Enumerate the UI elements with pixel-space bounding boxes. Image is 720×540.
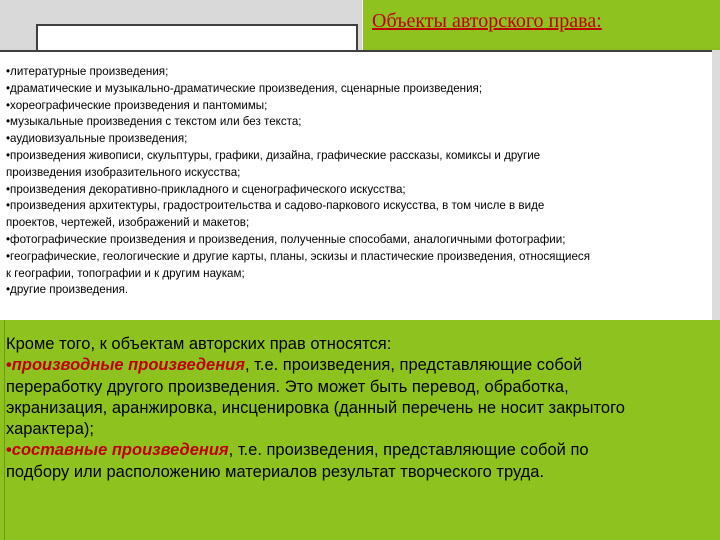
list-item: проектов, чертежей, изображений и макетов; xyxy=(6,216,250,230)
list-item: •фотографические произведения и произведения, полученные способами, аналогичными фотографии; xyxy=(6,232,566,246)
compound-works-term: составные произведения xyxy=(11,441,229,460)
text-line: подбору или расположению материалов результат творческого труда. xyxy=(6,462,545,481)
works-list xyxy=(6,64,712,299)
title-block-divider xyxy=(362,0,363,50)
intro-line: Кроме того, к объектам авторских прав относятся: xyxy=(6,335,392,353)
list-item: произведения изобразительного искусства; xyxy=(6,165,241,179)
list-item: •хореографические произведения и пантомимы; xyxy=(6,98,268,112)
derivative-works-term: производные произведения xyxy=(11,356,245,375)
derivative-works-line xyxy=(6,355,710,376)
text-line: переработку другого произведения. Это может быть перевод, обработка, xyxy=(6,377,569,396)
derivative-works-desc: , т.е. произведения, представляющие собой xyxy=(244,356,583,375)
works-list-panel xyxy=(0,50,720,320)
panel-top-border xyxy=(0,50,720,52)
list-item: к географии, топографии и к другим наукам; xyxy=(6,266,245,280)
list-item: •произведения живописи, скульптуры, графики, дизайна, графические рассказы, комиксы и другие xyxy=(6,148,541,162)
panel-inner-border xyxy=(4,320,5,540)
side-strip xyxy=(712,50,720,320)
list-item: •аудиовизуальные произведения; xyxy=(6,132,188,146)
text-line: характера); xyxy=(6,420,94,439)
bullet: • xyxy=(6,441,12,460)
additional-objects-text xyxy=(6,334,710,483)
compound-works-line xyxy=(6,440,710,461)
compound-works-desc: , т.е. произведения, представляющие собой по xyxy=(228,441,589,460)
list-item: •драматические и музыкально-драматические произведения, сценарные произведения; xyxy=(6,81,483,95)
list-item: •музыкальные произведения с текстом или без текста; xyxy=(6,115,302,129)
additional-objects-panel xyxy=(0,320,720,540)
list-item: •географические, геологические и другие карты, планы, эскизы и пластические произведения, относящиеся xyxy=(6,249,591,263)
list-item: •литературные произведения; xyxy=(6,65,169,78)
bullet: • xyxy=(6,356,12,375)
slide-title: Объекты авторского права: xyxy=(372,10,602,32)
text-line: экранизация, аранжировка, инсценировка (данный перечень не носит закрытого xyxy=(6,398,625,417)
list-item: •другие произведения. xyxy=(6,283,129,297)
list-item: •произведения архитектуры, градостроительства и садово-паркового искусства, в том числе в виде xyxy=(6,199,545,213)
list-item: •произведения декоративно-прикладного и сценографического искусства; xyxy=(6,182,406,196)
